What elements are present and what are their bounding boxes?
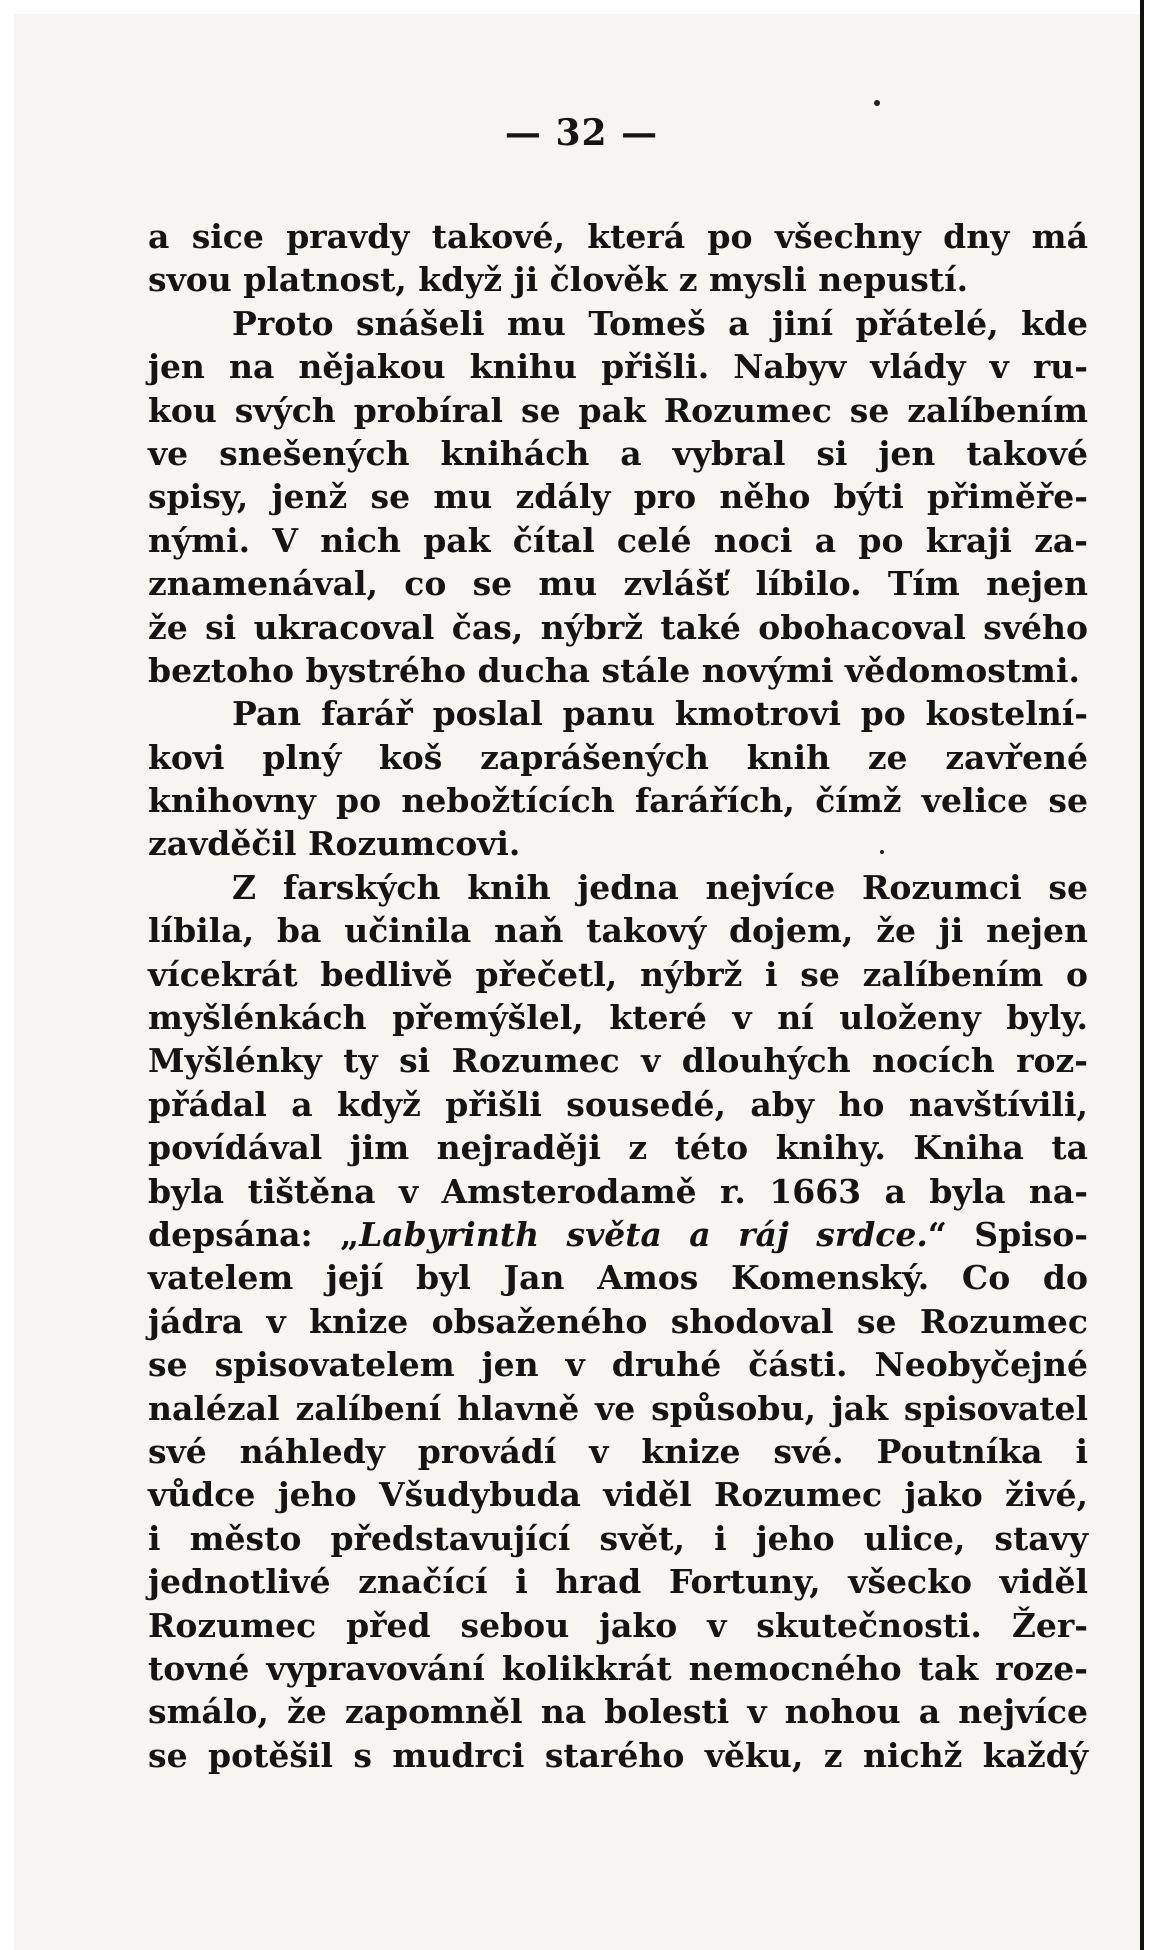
text-line: knihovny po nebožtících farářích, čímž velice se: [148, 781, 1088, 821]
text-line: nými. V nich pak čítal celé noci a po kraji za-: [148, 520, 1088, 560]
text-line: smálo, že zapomněl na bolesti v nohou a nejvíce: [148, 1692, 1088, 1732]
text-line: líbila, ba učinila naň takový dojem, že ji nejen: [148, 911, 1088, 951]
text-line: svou platnost, když ji člověk z mysli nepustí.: [148, 260, 969, 300]
book-title: Labyrinth světa a ráj srdce.: [359, 1214, 928, 1254]
text-line: se potěšil s mudrci starého věku, z nichž každý: [148, 1735, 1088, 1775]
text-line: vícekrát bedlivě přečetl, nýbrž i se zalíbením o: [148, 954, 1088, 994]
text-line: Proto snášeli mu Tomeš a jiní přátelé, kde: [232, 303, 1088, 343]
page-number: — 32 —: [504, 112, 659, 154]
text-line: vatelem její byl Jan Amos Komenský. Co do: [148, 1258, 1088, 1298]
text-line: tovné vypravování kolikkrát nemocného tak roze-: [148, 1648, 1088, 1688]
text-line: Rozumec před sebou jako v skutečnosti. Žer-: [148, 1605, 1088, 1645]
print-speck: [874, 100, 880, 106]
text-line: myšlénkách přemýšlel, které v ní uloženy byly.: [148, 998, 1088, 1038]
body-text: [148, 215, 1088, 1777]
text-line: kou svých probíral se pak Rozumec se zalíbením: [148, 390, 1088, 430]
text-line: zavděčil Rozumcovi.: [148, 824, 521, 864]
text-line: beztoho bystrého ducha stále novými vědomostmi.: [148, 650, 1080, 690]
text-line: se spisovatelem jen v druhé části. Neobyčejné: [148, 1345, 1088, 1385]
text-line: i město představující svět, i jeho ulice, stavy: [148, 1518, 1088, 1558]
text-line: ve snešených knihách a vybral si jen takové: [148, 433, 1088, 473]
text-line: nalézal zalíbení hlavně ve spůsobu, jak spisovatel: [148, 1388, 1088, 1428]
text-line: znamenával, co se mu zvlášť líbilo. Tím nejen: [148, 564, 1088, 604]
text-line: kovi plný koš zaprášených knih ze zavřené: [148, 737, 1088, 777]
text-line: vůdce jeho Všudybuda viděl Rozumec jako živé,: [148, 1475, 1088, 1515]
text-line: jádra v knize obsaženého shodoval se Rozumec: [148, 1301, 1088, 1341]
text-line: přádal a když přišli sousedé, aby ho navštívili,: [148, 1084, 1088, 1124]
text-line: a sice pravdy takové, která po všechny dny má: [148, 217, 1088, 256]
scan-right-margin: [1143, 0, 1163, 1950]
binding-edge-rule: [1140, 0, 1144, 1950]
text-line: povídával jim nejraději z této knihy. Kniha ta: [148, 1128, 1088, 1168]
scan-top-border: [0, 0, 1163, 14]
text-line: že si ukracoval čas, nýbrž také obohacoval svého: [148, 607, 1088, 647]
text-line: Pan farář poslal panu kmotrovi po kostelní-: [232, 694, 1088, 734]
text-line: Z farských knih jedna nejvíce Rozumci se: [232, 867, 1088, 907]
text-line: Myšlénky ty si Rozumec v dlouhých nocích roz-: [148, 1041, 1088, 1081]
text-line: depsána: „Labyrinth světa a ráj srdce.“ Spiso-: [148, 1214, 1088, 1254]
scan-left-edge: [0, 0, 14, 1950]
text-line: jen na nějakou knihu přišli. Nabyv vlády v ru-: [148, 347, 1088, 387]
text-line: spisy, jenž se mu zdály pro něho býti přiměře-: [148, 477, 1088, 517]
text-line: byla tištěna v Amsterodamě r. 1663 a byla na-: [148, 1171, 1088, 1211]
text-line: své náhledy provádí v knize své. Poutníka i: [148, 1431, 1088, 1471]
text-line: jednotlivé značící i hrad Fortuny, všecko viděl: [148, 1562, 1088, 1602]
